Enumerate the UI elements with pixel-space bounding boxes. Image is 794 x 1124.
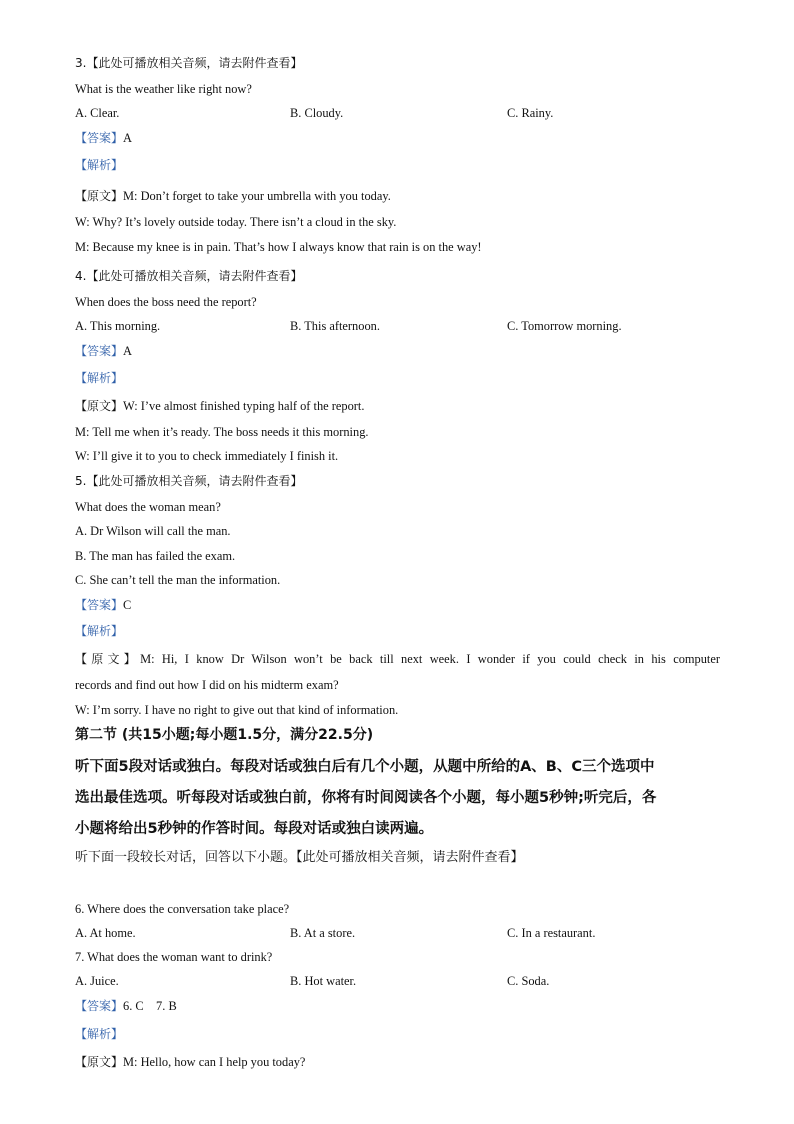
- q67-answer: 【答案】6. C 7. B: [75, 999, 177, 1013]
- answer-tag: 【答案】: [75, 999, 124, 1013]
- analysis-tag: 【解析】: [75, 624, 124, 638]
- q3-transcript-1: W: Why? It’s lovely outside today. There isn’t a cloud in the sky.: [75, 215, 397, 229]
- section2-title: 第二节 (共15小题;每小题1.5分，满分22.5分): [75, 727, 374, 743]
- answer-tag: 【答案】: [75, 598, 124, 612]
- q67-analysis: [75, 1025, 123, 1043]
- q4-option-a: A. This morning.: [75, 319, 161, 333]
- q3-head: 3.【此处可播放相关音频，请去附件查看】: [75, 56, 303, 70]
- q3-transcript-0: 【原文】M: Don’t forget to take your umbrella with you today.: [75, 189, 391, 203]
- q5-answer: 【答案】C: [75, 598, 132, 612]
- q6-question: 6. Where does the conversation take place?: [75, 902, 290, 916]
- q4-question: When does the boss need the report?: [75, 295, 257, 309]
- section2-instruction-1: 选出最佳选项。听每段对话或独白前，你将有时间阅读各个小题，每小题5秒钟;听完后，各: [75, 790, 657, 806]
- q3-answer: 【答案】A: [75, 131, 132, 145]
- q4-transcript-0: 【原文】W: I’ve almost finished typing half of the report.: [75, 399, 365, 413]
- section2-instruction-2: 小题将给出5秒钟的作答时间。每段对话或独白读两遍。: [75, 821, 434, 837]
- q5-head: 5.【此处可播放相关音频，请去附件查看】: [75, 474, 303, 488]
- q7-option-c: C. Soda.: [507, 974, 550, 988]
- q7-option-b: B. Hot water.: [290, 974, 357, 988]
- q3-question: What is the weather like right now?: [75, 82, 252, 96]
- q3-option-c: C. Rainy.: [507, 106, 554, 120]
- q4-transcript-1: M: Tell me when it’s ready. The boss needs it this morning.: [75, 425, 369, 439]
- q5-option-b: B. The man has failed the exam.: [75, 549, 236, 563]
- analysis-tag: 【解析】: [75, 371, 124, 385]
- q4-option-b: B. This afternoon.: [290, 319, 380, 333]
- q5-option-a: A. Dr Wilson will call the man.: [75, 524, 231, 538]
- q5-transcript-2: W: I’m sorry. I have no right to give out that kind of information.: [75, 703, 399, 717]
- section2-prompt: 听下面一段较长对话，回答以下小题。【此处可播放相关音频，请去附件查看】: [75, 850, 524, 865]
- q6-option-b: B. At a store.: [290, 926, 356, 940]
- q3-transcript-2: M: Because my knee is in pain. That’s how I always know that rain is on the way!: [75, 240, 482, 254]
- q4-answer: 【答案】A: [75, 344, 132, 358]
- q3-analysis: [75, 156, 123, 174]
- transcript-tag: 【原文】: [75, 189, 124, 203]
- q5-analysis: [75, 622, 123, 640]
- q4-analysis: [75, 369, 123, 387]
- q4-option-c: C. Tomorrow morning.: [507, 319, 622, 333]
- q3-option-b: B. Cloudy.: [290, 106, 344, 120]
- q4-head: 4.【此处可播放相关音频，请去附件查看】: [75, 269, 303, 283]
- q67-transcript-0: 【原文】M: Hello, how can I help you today?: [75, 1055, 306, 1069]
- q6-option-a: A. At home.: [75, 926, 136, 940]
- transcript-tag: 【原文】: [75, 399, 124, 413]
- q4-transcript-2: W: I’ll give it to you to check immediately I finish it.: [75, 449, 339, 463]
- q5-question: What does the woman mean?: [75, 500, 221, 514]
- q5-option-c: C. She can’t tell the man the information.: [75, 573, 281, 587]
- q5-transcript-1: records and find out how I did on his midterm exam?: [75, 678, 339, 692]
- q3-option-a: A. Clear.: [75, 106, 120, 120]
- q5-transcript-0: 【原文】M: Hi, I know Dr Wilson won’t be back till next week. I wonder if you could check in his computer: [75, 652, 720, 666]
- q7-question: 7. What does the woman want to drink?: [75, 950, 273, 964]
- analysis-tag: 【解析】: [75, 1027, 124, 1041]
- transcript-tag: 【原文】: [75, 1055, 124, 1069]
- q6-option-c: C. In a restaurant.: [507, 926, 596, 940]
- analysis-tag: 【解析】: [75, 158, 124, 172]
- section2-instruction-0: 听下面5段对话或独白。每段对话或独白后有几个小题，从题中所给的A、B、C三个选项中: [75, 759, 655, 775]
- q7-option-a: A. Juice.: [75, 974, 119, 988]
- answer-tag: 【答案】: [75, 344, 124, 358]
- answer-tag: 【答案】: [75, 131, 124, 145]
- transcript-tag: 【原文】: [75, 652, 141, 666]
